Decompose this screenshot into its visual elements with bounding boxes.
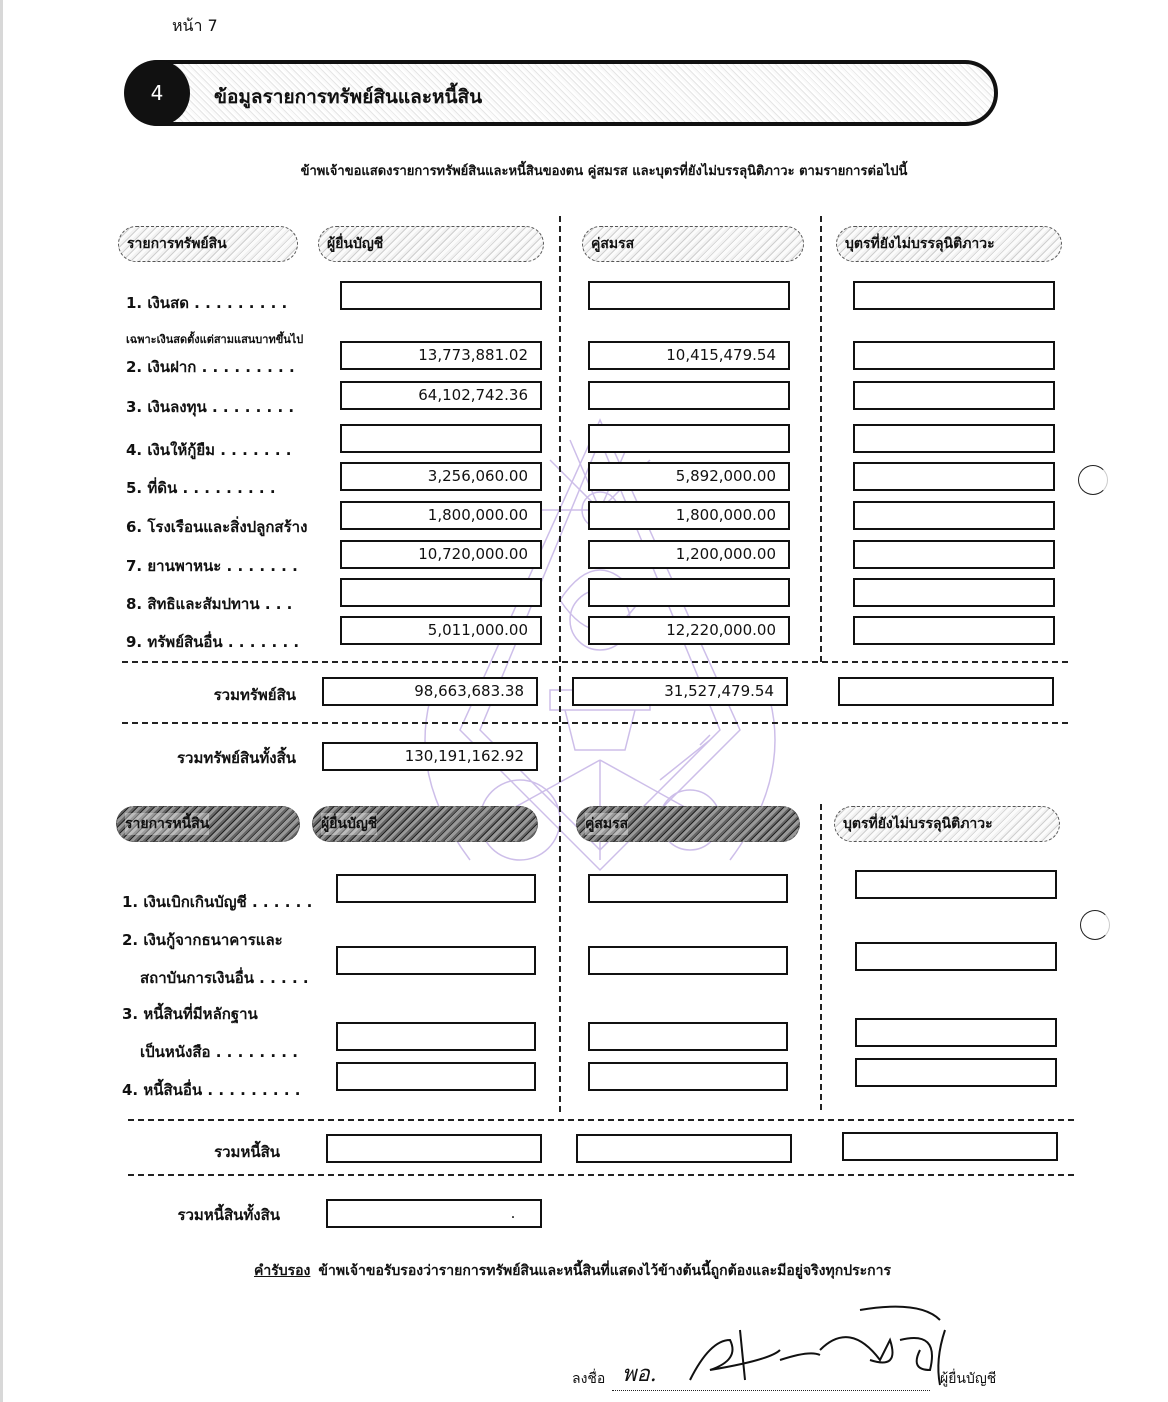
filer-column-header: ผู้ยื่นบัญชี [327,236,384,252]
liability-filer-value [336,1062,536,1091]
section-number-badge: 4 [124,60,190,126]
liab-filer-column-header: ผู้ยื่นบัญชี [321,813,377,835]
liabilities-grand-total-label: รวมหนี้สินทั้งสิน [177,1206,280,1224]
asset-spouse-value [588,281,790,310]
asset-children-value [853,540,1055,569]
asset-spouse-value: 1,200,000.00 [588,540,790,569]
liability-filer-value [336,874,536,903]
asset-children-value [853,616,1055,645]
asset-children-value [853,281,1055,310]
liability-filer-value [336,1022,536,1051]
separator [128,1119,1074,1121]
asset-spouse-value: 5,892,000.00 [588,462,790,491]
liab-total-spouse [576,1134,792,1163]
handwritten-signature [620,1300,960,1390]
signature-line [612,1390,930,1391]
asset-item-label: 6. โรงเรือนและสิ่งปลูกสร้าง [126,518,308,536]
asset-filer-value [340,578,542,607]
liability-spouse-value [588,1022,788,1051]
asset-filer-value: 3,256,060.00 [340,462,542,491]
asset-filer-value: 1,800,000.00 [340,501,542,530]
asset-filer-value [340,424,542,453]
certification [254,1260,891,1282]
liability-children-value [855,942,1057,971]
column-divider-2b [820,804,822,1110]
asset-item-label: 5. ที่ดิน . . . . . . . . . [126,479,276,497]
asset-spouse-value [588,578,790,607]
asset-children-value [853,578,1055,607]
asset-filer-value [340,281,542,310]
liab-spouse-column-header: คู่สมรส [585,813,628,835]
liab-spouse-header-pill [576,806,800,842]
liabilities-grand-total: . [326,1199,542,1228]
liab-total-filer [326,1134,542,1163]
asset-filer-value: 5,011,000.00 [340,616,542,645]
punch-hole-icon [1078,465,1108,495]
punch-hole-icon [1080,910,1110,940]
spouse-header-pill [582,226,804,262]
liability-spouse-value [588,1062,788,1091]
signature-prefix: ลงชื่อ [572,1371,606,1387]
liabilities-header-pill [116,806,300,842]
filer-header-pill [318,226,544,262]
asset-item-label: 4. เงินให้กู้ยืม . . . . . . . [126,441,292,459]
liability-item-label: 4. หนี้สินอื่น . . . . . . . . . [122,1081,301,1099]
separator [122,722,1068,724]
liability-children-value [855,870,1057,899]
assets-total-filer: 98,663,683.38 [322,677,538,706]
column-divider-2 [820,216,822,662]
spouse-column-header: คู่สมรส [591,236,635,252]
column-divider-1 [559,216,561,1112]
liab-total-children [842,1132,1058,1161]
assets-total-spouse: 31,527,479.54 [572,677,788,706]
certification-heading: คำรับรอง [254,1263,311,1279]
signature-suffix: ผู้ยื่นบัญชี [940,1371,997,1387]
liab-filer-header-pill [312,806,538,842]
asset-children-value [853,424,1055,453]
liability-item-label: 3. หนี้สินที่มีหลักฐาน [122,1005,258,1023]
assets-total-children [838,677,1054,706]
liability-spouse-value [588,946,788,975]
asset-item-label: 8. สิทธิและสัมปทาน . . . [126,595,293,613]
asset-item-label: 9. ทรัพย์สินอื่น . . . . . . . [126,633,300,651]
assets-header-pill [118,226,298,262]
asset-item-label: 7. ยานพาหนะ . . . . . . . [126,557,298,575]
cash-note: เฉพาะเงินสดตั้งแต่สามแสนบาทขึ้นไป [126,333,304,346]
liability-children-value [855,1058,1057,1087]
scan-edge [0,0,3,1402]
assets-grand-total-label: รวมทรัพย์สินทั้งสิ้น [176,749,296,767]
signed-name: พอ. [622,1362,657,1387]
liability-spouse-value [588,874,788,903]
asset-item-label: 2. เงินฝาก . . . . . . . . . [126,358,295,376]
section-title: ข้อมูลรายการทรัพย์สินและหนี้สิน [214,86,483,108]
asset-children-value [853,501,1055,530]
assets-grand-total: 130,191,162.92 [322,742,538,771]
assets-total-label: รวมทรัพย์สิน [213,686,296,704]
liability-item-label: 1. เงินเบิกเกินบัญชี . . . . . . [122,893,313,911]
liabilities-header: รายการหนี้สิน [125,813,209,835]
asset-children-value [853,462,1055,491]
liabilities-total-label: รวมหนี้สิน [214,1143,280,1161]
asset-spouse-value: 10,415,479.54 [588,341,790,370]
certification-text: ข้าพเจ้าขอรับรองว่ารายการทรัพย์สินและหนี้สินที่แสดงไว้ข้างต้นนี้ถูกต้องและมีอยู่จริงทุกประการ [318,1263,891,1279]
liability-children-value [855,1018,1057,1047]
asset-filer-value: 10,720,000.00 [340,540,542,569]
liability-item-label: 2. เงินกู้จากธนาคารและ [122,931,283,949]
asset-spouse-value: 1,800,000.00 [588,501,790,530]
asset-filer-value: 13,773,881.02 [340,341,542,370]
children-column-header: บุตรที่ยังไม่บรรลุนิติภาวะ [845,236,995,252]
asset-item-label: 1. เงินสด . . . . . . . . . [126,294,288,312]
asset-children-value [853,381,1055,410]
asset-filer-value: 64,102,742.36 [340,381,542,410]
asset-item-label: 3. เงินลงทุน . . . . . . . . [126,398,295,416]
liability-item-label-cont: สถาบันการเงินอื่น . . . . . [140,969,309,987]
separator [128,1174,1074,1176]
intro-statement: ข้าพเจ้าขอแสดงรายการทรัพย์สินและหนี้สินของตน คู่สมรส และบุตรที่ยังไม่บรรลุนิติภาวะ ตามรายการต่อไปนี้ [300,164,908,179]
assets-header: รายการทรัพย์สิน [127,236,227,252]
liability-item-label-cont: เป็นหนังสือ . . . . . . . . [140,1043,298,1061]
liab-children-header-pill [834,806,1060,842]
asset-spouse-value [588,381,790,410]
liab-children-column-header: บุตรที่ยังไม่บรรลุนิติภาวะ [843,816,993,832]
asset-spouse-value [588,424,790,453]
asset-spouse-value: 12,220,000.00 [588,616,790,645]
separator [122,661,1068,663]
children-header-pill [836,226,1062,262]
liability-filer-value [336,946,536,975]
asset-children-value [853,341,1055,370]
page-number: หน้า 7 [172,16,218,35]
